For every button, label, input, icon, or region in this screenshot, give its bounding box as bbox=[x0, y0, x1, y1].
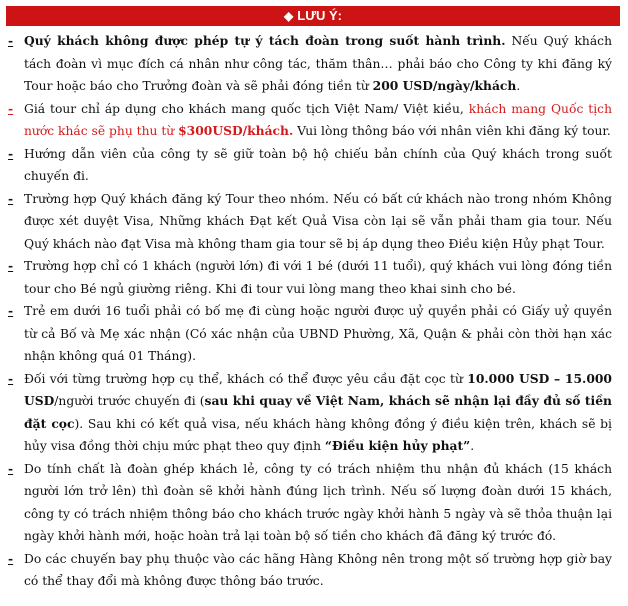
item-text-bold: sau khi quay về Việt Nam, khách sẽ nhận lại đầy đủ số tiền đặt cọc bbox=[24, 393, 612, 431]
list-item bbox=[8, 255, 612, 300]
item-text: /người trước chuyến đi ( bbox=[54, 394, 205, 408]
bullet-marker: - bbox=[8, 258, 14, 273]
bullet-marker: - bbox=[8, 145, 14, 161]
item-text: Trường hợp Quý khách đăng ký Tour theo nhóm. Nếu có bất cứ khách nào trong nhóm Không được xét duyệt Visa, Những khách Đạt kết Quả Visa còn lại sẽ vẫn phải tham gia tour. Nếu Quý khách nào đạt Visa mà không tham gia tour sẽ bị áp dụng theo Điều kiện Hủy phạt Tour. bbox=[24, 191, 612, 251]
item-text: Hướng dẫn viên của công ty sẽ giữ toàn bộ hộ chiếu bản chính của Quý khách trong suốt chuyến đi. bbox=[24, 146, 612, 183]
bullet-marker: - bbox=[8, 370, 14, 386]
item-text-bold: “Điều kiện hủy phạt” bbox=[324, 438, 471, 453]
item-text: Giá tour chỉ áp dụng cho khách mang quốc tịch Việt Nam/ Việt kiều, bbox=[24, 101, 469, 116]
item-text: Vui lòng thông báo với nhân viên khi đăng ký tour. bbox=[293, 124, 611, 138]
bullet-marker: - bbox=[8, 190, 14, 206]
list-item bbox=[8, 188, 612, 256]
item-text: Trường hợp chỉ có 1 khách (người lớn) đi với 1 bé (dưới 11 tuổi), quý khách vui lòng đóng tiền tour cho Bé ngủ giường riêng. Khi đi tour vui lòng mang theo khai sinh cho bé. bbox=[24, 259, 612, 296]
bullet-marker: - bbox=[8, 303, 14, 318]
item-text-red: khách mang Quốc tịch nước khác sẽ phụ thu từ bbox=[24, 101, 612, 138]
list-item bbox=[8, 300, 612, 368]
list-item bbox=[8, 98, 612, 143]
item-text: . bbox=[516, 79, 521, 93]
list-item bbox=[8, 548, 612, 593]
item-text-bold: 200 USD/ngày/khách bbox=[372, 78, 517, 93]
item-text-bold: Quý khách không được phép tự ý tách đoàn trong suốt hành trình. bbox=[24, 33, 506, 48]
item-text: Trẻ em dưới 16 tuổi phải có bố mẹ đi cùng hoặc người được uỷ quyền phải có Giấy uỷ quyền từ cả Bố và Mẹ xác nhận (Có xác nhận của UBND Phường, Xã, Quận & phải còn thời hạn xác nhận không quá 01 Tháng). bbox=[24, 304, 612, 363]
diamond-icon: ◆ bbox=[284, 9, 294, 23]
item-text: Đối với từng trường hợp cụ thể, khách có thể được yêu cầu đặt cọc từ bbox=[24, 371, 468, 386]
bullet-marker: - bbox=[8, 460, 14, 476]
bullet-marker: - bbox=[8, 550, 14, 566]
item-text: Nếu Quý khách tách đoàn vì mục đích cá nhân như công tác, thăm thân… phải báo cho Công ty khi đăng ký Tour hoặc báo cho Trưởng đoàn và sẽ phải đóng tiền từ bbox=[24, 34, 612, 93]
item-text-bold: 10.000 USD – 15.000 USD bbox=[24, 370, 612, 408]
list-item bbox=[8, 368, 612, 458]
banner-title: LƯU Ý: bbox=[297, 8, 342, 23]
item-text: ). Sau khi có kết quả visa, nếu khách hàng không đồng ý điều kiện trên, khách sẽ bị hủy visa đồng thời chịu mức phạt theo quy định bbox=[24, 416, 612, 453]
list-item bbox=[8, 30, 612, 98]
bullet-marker: - bbox=[8, 33, 14, 48]
notice-banner bbox=[6, 6, 620, 26]
list-item bbox=[8, 458, 612, 548]
item-text: Do các chuyến bay phụ thuộc vào các hãng Hàng Không nên trong một số trường hợp giờ bay có thể thay đổi mà không được thông báo trước. bbox=[24, 551, 612, 588]
item-text-red-bold: $300USD/khách. bbox=[178, 123, 294, 138]
list-item bbox=[8, 143, 612, 188]
bullet-marker: - bbox=[8, 100, 14, 116]
notice-list bbox=[8, 30, 612, 593]
item-text: . bbox=[470, 439, 475, 453]
item-text: Do tính chất là đoàn ghép khách lẻ, công ty có trách nhiệm thu nhận đủ khách (15 khách người lớn trở lên) thì đoàn sẽ khởi hành đúng lịch trình. Nếu số lượng đoàn dưới 15 khách, công ty có trách nhiệm thông báo cho khách trước ngày khởi hành 5 ngày và sẽ thỏa thuận lại ngày khởi hành mới, hoặc hoàn trả lại toàn bộ số tiền cho khách đã đăng ký trước đó. bbox=[24, 461, 612, 543]
